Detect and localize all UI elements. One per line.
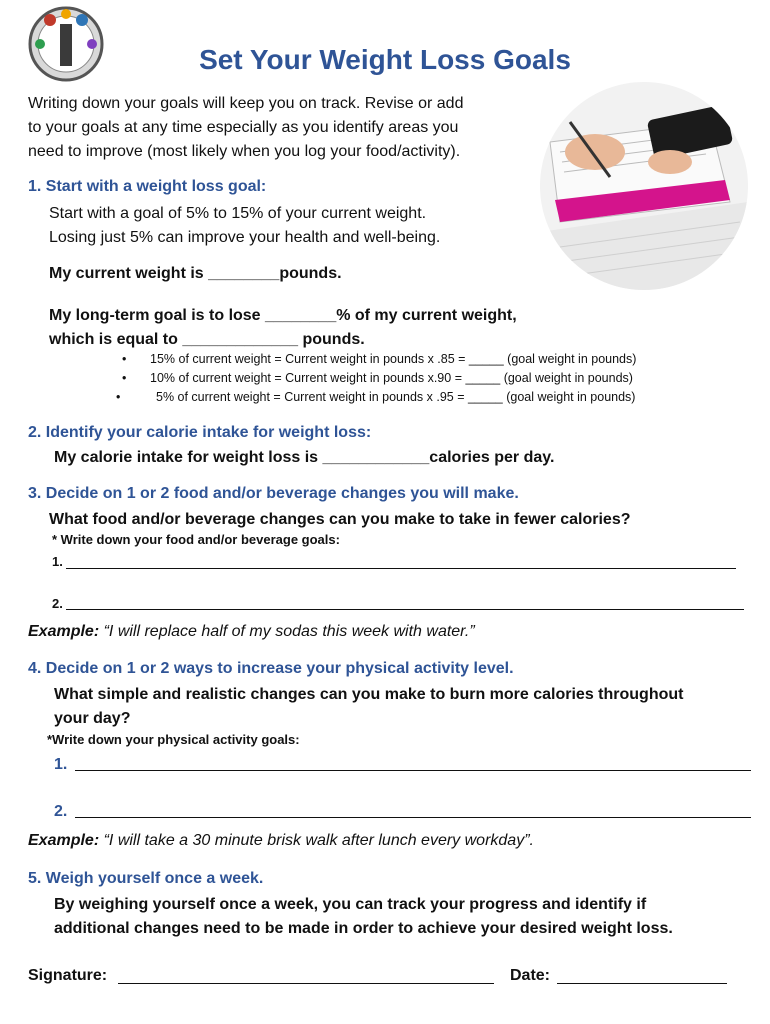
section-1-line: Losing just 5% can improve your health and well-being. xyxy=(49,229,441,246)
bullet-icon: • xyxy=(122,371,127,385)
example-text: “I will replace half of my sodas this week with water.” xyxy=(103,623,475,640)
food-goal-2-label: 2. xyxy=(52,596,63,611)
intro-line: to your goals at any time especially as you identify areas you xyxy=(28,119,459,136)
notebook-photo xyxy=(540,82,748,290)
food-goal-1-label: 1. xyxy=(52,554,63,569)
section-4-note: *Write down your physical activity goals: xyxy=(47,732,300,747)
signature-line[interactable] xyxy=(118,983,494,984)
section-1-text xyxy=(49,202,440,250)
section-3-heading: 3. Decide on 1 or 2 food and/or beverage changes you will make. xyxy=(28,485,519,502)
food-goal-2-line[interactable] xyxy=(66,609,744,610)
bullet-text: 5% of current weight = Current weight in pounds x .95 = _____ (goal weight in pounds) xyxy=(156,390,636,404)
intro-line: need to improve (most likely when you log your food/activity). xyxy=(28,143,461,160)
activity-goal-1-label: 1. xyxy=(54,756,68,773)
bullet-icon: • xyxy=(116,390,121,404)
section-5-heading: 5. Weigh yourself once a week. xyxy=(28,870,264,887)
section-5-line: additional changes need to be made in order to achieve your desired weight loss. xyxy=(54,920,673,937)
section-3-example xyxy=(28,623,475,641)
food-goal-1-line[interactable] xyxy=(66,568,736,569)
bullet-text: 10% of current weight = Current weight in pounds x.90 = _____ (goal weight in pounds) xyxy=(150,371,633,385)
activity-goal-2-label: 2. xyxy=(54,803,68,820)
page-title: Set Your Weight Loss Goals xyxy=(199,44,571,75)
calorie-intake-field[interactable]: My calorie intake for weight loss is ____________calories per day. xyxy=(54,449,555,466)
goal-weight-list xyxy=(116,350,750,407)
section-5-text xyxy=(54,893,673,941)
signature-label: Signature: xyxy=(28,967,108,984)
list-item xyxy=(116,388,750,407)
activity-goal-1-line[interactable] xyxy=(75,770,751,771)
section-4-example xyxy=(28,832,534,850)
bullet-icon: • xyxy=(122,352,127,366)
section-4-question xyxy=(54,683,683,731)
question-line: your day? xyxy=(54,710,131,727)
section-1-heading: 1. Start with a weight loss goal: xyxy=(28,178,267,195)
photo-graphic xyxy=(540,82,748,290)
section-2-heading: 2. Identify your calorie intake for weight loss: xyxy=(28,424,372,441)
example-label: Example: xyxy=(28,832,100,849)
section-5-line: By weighing yourself once a week, you can track your progress and identify if xyxy=(54,896,647,913)
question-line: What simple and realistic changes can you make to burn more calories throughout xyxy=(54,686,684,703)
bullet-text: 15% of current weight = Current weight in pounds x .85 = _____ (goal weight in pounds) xyxy=(150,352,637,366)
longterm-goal-text[interactable] xyxy=(49,304,517,352)
intro-line: Writing down your goals will keep you on track. Revise or add xyxy=(28,95,464,112)
longterm-line: My long-term goal is to lose ________% of my current weight, xyxy=(49,307,517,324)
example-text: “I will take a 30 minute brisk walk after lunch every workday”. xyxy=(103,832,534,849)
section-3-note: * Write down your food and/or beverage goals: xyxy=(52,532,340,547)
section-4-heading: 4. Decide on 1 or 2 ways to increase your physical activity level. xyxy=(28,660,514,677)
section-1-line: Start with a goal of 5% to 15% of your current weight. xyxy=(49,205,427,222)
longterm-line: which is equal to _____________ pounds. xyxy=(49,331,365,348)
intro-text xyxy=(28,92,548,164)
list-item xyxy=(122,350,750,369)
date-label: Date: xyxy=(510,967,551,984)
section-3-question: What food and/or beverage changes can you make to take in fewer calories? xyxy=(49,511,631,528)
example-label: Example: xyxy=(28,623,100,640)
date-line[interactable] xyxy=(557,983,727,984)
current-weight-field[interactable]: My current weight is ________pounds. xyxy=(49,265,342,282)
list-item xyxy=(122,369,750,388)
activity-goal-2-line[interactable] xyxy=(75,817,751,818)
